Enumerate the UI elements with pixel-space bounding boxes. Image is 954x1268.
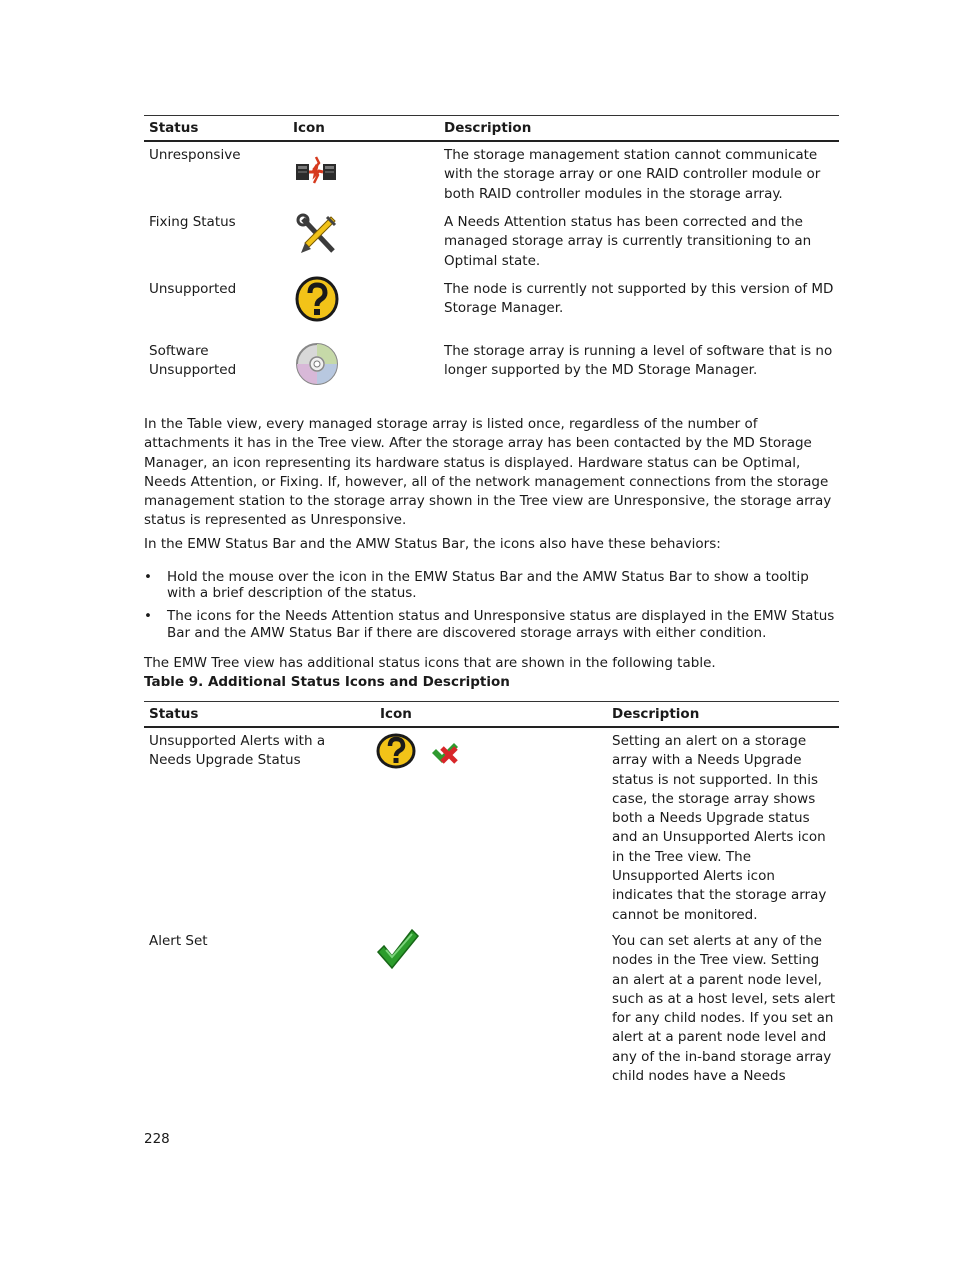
disc-icon (295, 342, 339, 392)
description-cell: A Needs Attention status has been corrected and the managed storage array is currently transitioning to an Optimal state. (444, 214, 812, 269)
paragraph-table-view: In the Table view, every managed storage array is listed once, regardless of the number of attachments it has in the Tree view. After the storage array has been contacted by the MD Storage Manager, an icon representing its hardware status is displayed. Hardware status can be Optimal, Needs Attention, or Fixing. If, however, all of the network management connections from the storage management station to the storage array shown in the Tree view are Unresponsive, the storage array status is represented as Unresponsive. (144, 416, 832, 529)
header-description: Description (439, 116, 839, 142)
bullet-text: Hold the mouse over the icon in the EMW Status Bar and the AMW Status Bar to show a tooltip with a brief description of the status. (167, 569, 809, 602)
header-status: Status (144, 702, 375, 728)
question-icon (295, 276, 339, 328)
status-cell: Alert Set (149, 933, 208, 949)
header-icon: Icon (375, 702, 607, 728)
table-row (144, 727, 839, 928)
bullet-text: The icons for the Needs Attention status and Unresponsive status are displayed in the EMW Status Bar and the AMW Status Bar if there are discovered storage arrays with either condition. (167, 608, 835, 641)
additional-status-icons-table (144, 701, 839, 1086)
status-cell: Unsupported Alerts with a Needs Upgrade Status (149, 733, 326, 769)
table-row (144, 276, 839, 338)
page-number: 228 (144, 1131, 170, 1147)
bullet-marker: • (144, 608, 152, 625)
table-caption: Table 9. Additional Status Icons and Description (144, 674, 510, 690)
status-cell: Fixing Status (149, 214, 236, 230)
question-icon (376, 733, 416, 775)
header-status: Status (144, 116, 288, 142)
unsupported-alert-icon (432, 742, 460, 770)
table-row (144, 141, 839, 209)
list-item (144, 608, 839, 640)
status-cell: Software Unsupported (149, 343, 237, 379)
bullet-marker: • (144, 569, 152, 585)
list-item (144, 569, 839, 601)
description-cell: You can set alerts at any of the nodes in the Tree view. Setting an alert at a parent node level, such as at a host level, sets alert for any child nodes. If you set an alert at a parent node level and any of the in-band storage array child nodes have a Needs (612, 933, 836, 1085)
description-cell: The storage array is running a level of software that is no longer supported by the MD Storage Manager. (444, 343, 833, 379)
description-cell: Setting an alert on a storage array with a Needs Upgrade status is not supported. In this case, the storage array shows both a Needs Upgrade status and an Unsupported Alerts icon in the Tree view. The Unsupported Alerts icon indicates that the storage array cannot be monitored. (612, 733, 827, 923)
fixing-tools-icon (295, 213, 339, 263)
header-description: Description (607, 702, 839, 728)
status-icons-table (144, 115, 839, 398)
table-row (144, 338, 839, 398)
green-check-icon (376, 926, 422, 978)
description-cell: The storage management station cannot communicate with the storage array or one RAID controller module or both RAID controller modules in the storage array. (444, 147, 821, 202)
table-header-row (144, 702, 839, 728)
behavior-list (144, 569, 839, 641)
paragraph-status-bar: In the EMW Status Bar and the AMW Status Bar, the icons also have these behaviors: (144, 536, 721, 552)
description-cell: The node is currently not supported by this version of MD Storage Manager. (444, 281, 834, 317)
header-icon: Icon (288, 116, 439, 142)
table-row (144, 928, 839, 1086)
status-cell: Unsupported (149, 281, 237, 297)
status-cell: Unresponsive (149, 147, 241, 163)
unresponsive-icon (295, 155, 337, 191)
table-row (144, 209, 839, 276)
paragraph-tree-view: The EMW Tree view has additional status icons that are shown in the following table. (144, 655, 716, 671)
table-header-row (144, 116, 839, 142)
